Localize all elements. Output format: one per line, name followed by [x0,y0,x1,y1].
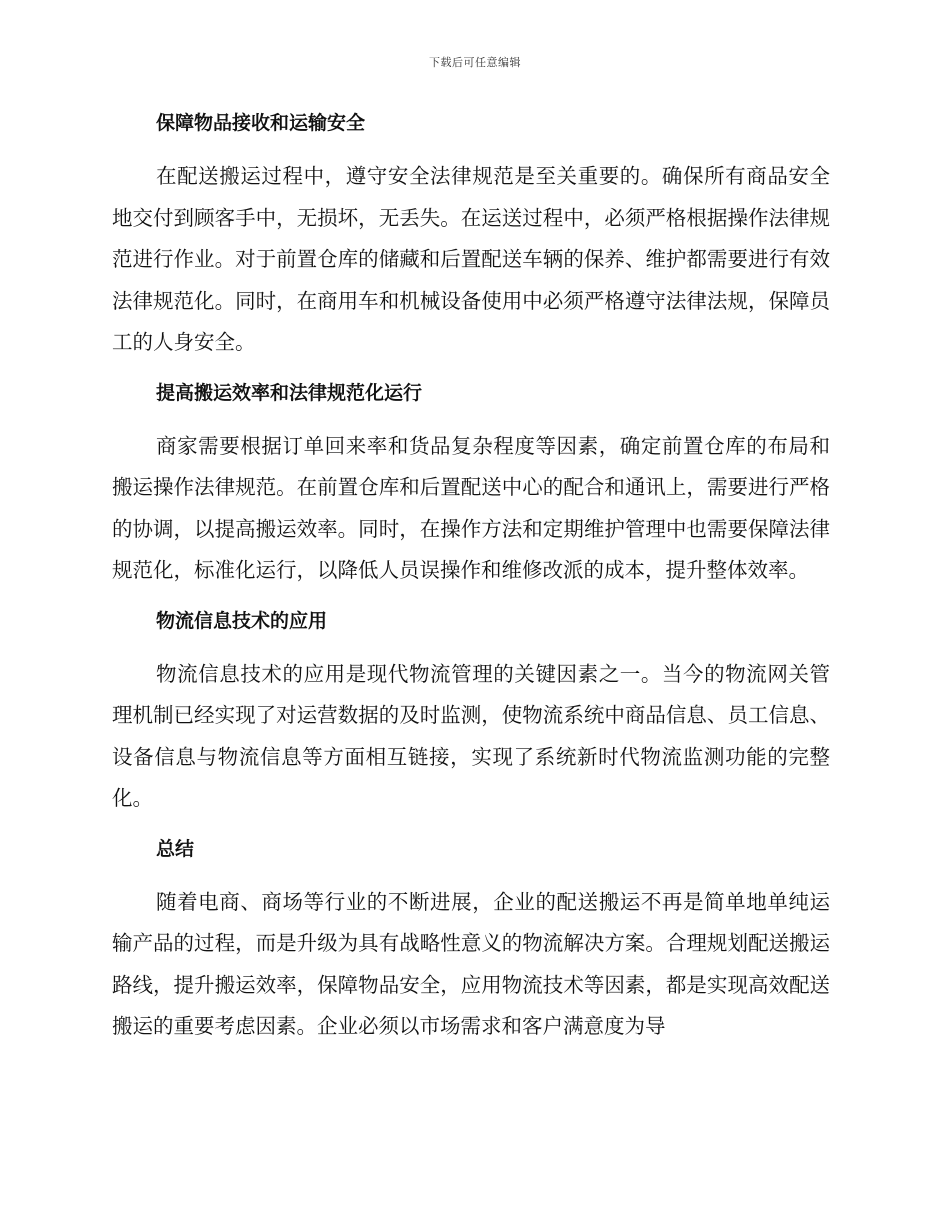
section-heading: 提高搬运效率和法律规范化运行 [156,381,423,404]
section-paragraph: 随着电商、商场等行业的不断进展，企业的配送搬运不再是简单地单纯运输产品的过程，而是升级为具有战略性意义的物流解决方案。合理规划配送搬运路线，提升搬运效率，保障物品安全，应用物流技术等因素，都是实现高效配送搬运的重要考虑因素。企业必须以市场需求和客户满意度为导 [112,889,830,1038]
section-paragraph: 在配送搬运过程中，遵守安全法律规范是至关重要的。确保所有商品安全地交付到顾客手中，无损坏，无丢失。在运送过程中，必须严格根据操作法律规范进行作业。对于前置仓库的储藏和后置配送车辆的保养、维护都需要进行有效法律规范化。同时，在商用车和机械设备使用中必须严格遵守法律法规，保障员工的人身安全。 [112,164,830,354]
section-heading: 总结 [156,837,195,860]
section-paragraph: 商家需要根据订单回来率和货品复杂程度等因素，确定前置仓库的布局和搬运操作法律规范。在前置仓库和后置配送中心的配合和通讯上，需要进行严格的协调，以提高搬运效率。同时，在操作方法和定期维护管理中也需要保障法律规范化，标准化运行，以降低人员误操作和维修改派的成本，提升整体效率。 [112,433,830,582]
section-heading: 物流信息技术的应用 [156,609,328,632]
document-body [112,108,830,1062]
section-heading: 保障物品接收和运输安全 [156,112,366,134]
section-paragraph: 物流信息技术的应用是现代物流管理的关键因素之一。当今的物流网关管理机制已经实现了对运营数据的及时监测，使物流系统中商品信息、员工信息、设备信息与物流信息等方面相互链接，实现了系统新时代物流监测功能的完整化。 [112,661,830,810]
page-header: 下载后可任意编辑 [429,56,521,69]
